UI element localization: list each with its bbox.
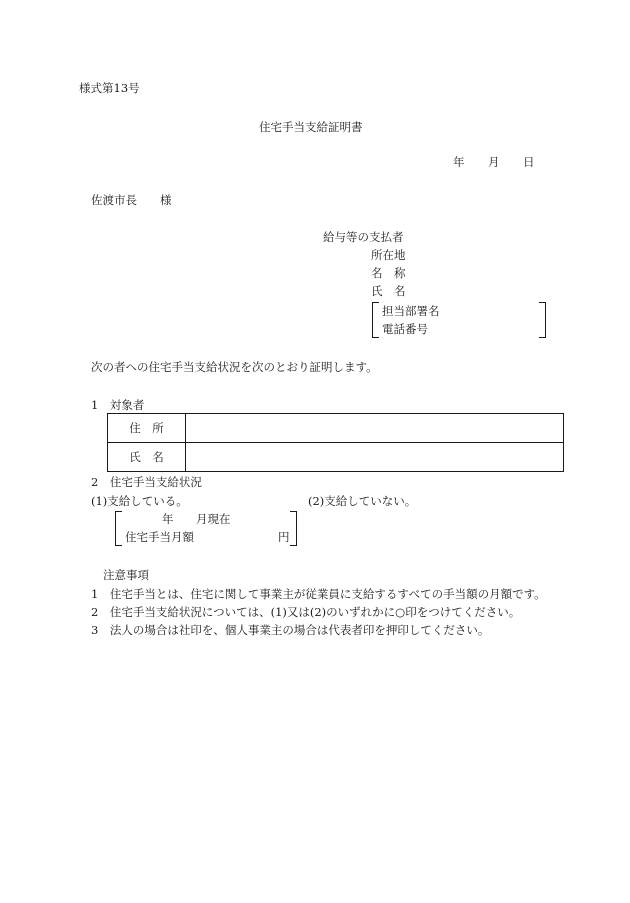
monthly-amount-label: 住宅手当月額: [125, 530, 194, 544]
payer-heading: 給与等の支払者: [323, 230, 404, 244]
section2-heading: 2 住宅手当支給状況: [91, 475, 202, 489]
payer-location-label: 所在地: [371, 248, 406, 262]
address-field[interactable]: [186, 414, 564, 443]
name-label: 氏 名: [108, 443, 186, 472]
address-label: 住 所: [108, 414, 186, 443]
section1-heading: 1 対象者: [91, 398, 145, 412]
date-day: 日: [523, 155, 535, 169]
note-item: 1 住宅手当とは、住宅に関して事業主が従業員に支給するすべての手当額の月額です。: [91, 587, 546, 601]
form-number: 様式第13号: [79, 81, 140, 95]
option-not-paying[interactable]: (2)支給していない。: [308, 494, 417, 508]
payer-person-label: 氏 名: [371, 284, 406, 298]
table-row: [108, 414, 564, 443]
payer-dept-label: 担当部署名: [382, 304, 440, 318]
document-title: 住宅手当支給証明書: [259, 120, 363, 134]
subject-table: [107, 413, 564, 472]
payer-name-label: 名 称: [371, 266, 406, 280]
note-item: 3 法人の場合は社印を、個人事業主の場合は代表者印を押印してください。: [91, 623, 490, 637]
yen-unit: 円: [278, 530, 290, 544]
date-month: 月: [488, 155, 500, 169]
intro-text: 次の者への住宅手当支給状況を次のとおり証明します。: [91, 360, 378, 374]
notes-heading: 注意事項: [103, 568, 149, 582]
contact-bracket-left: [372, 302, 379, 338]
table-row: [108, 443, 564, 472]
date-year: 年: [453, 155, 465, 169]
contact-bracket-right: [539, 302, 546, 338]
addressee: 佐渡市長 様: [91, 193, 172, 207]
note-item: 2 住宅手当支給状況については、(1)又は(2)のいずれかに○印をつけてください。: [91, 605, 521, 619]
payer-phone-label: 電話番号: [382, 322, 428, 336]
amount-bracket-right: [290, 511, 297, 546]
option-paying[interactable]: (1)支給している。: [91, 494, 188, 508]
name-field[interactable]: [186, 443, 564, 472]
amount-bracket-left: [115, 511, 122, 546]
as-of-year: 年: [162, 512, 174, 526]
as-of-month: 月現在: [196, 512, 231, 526]
